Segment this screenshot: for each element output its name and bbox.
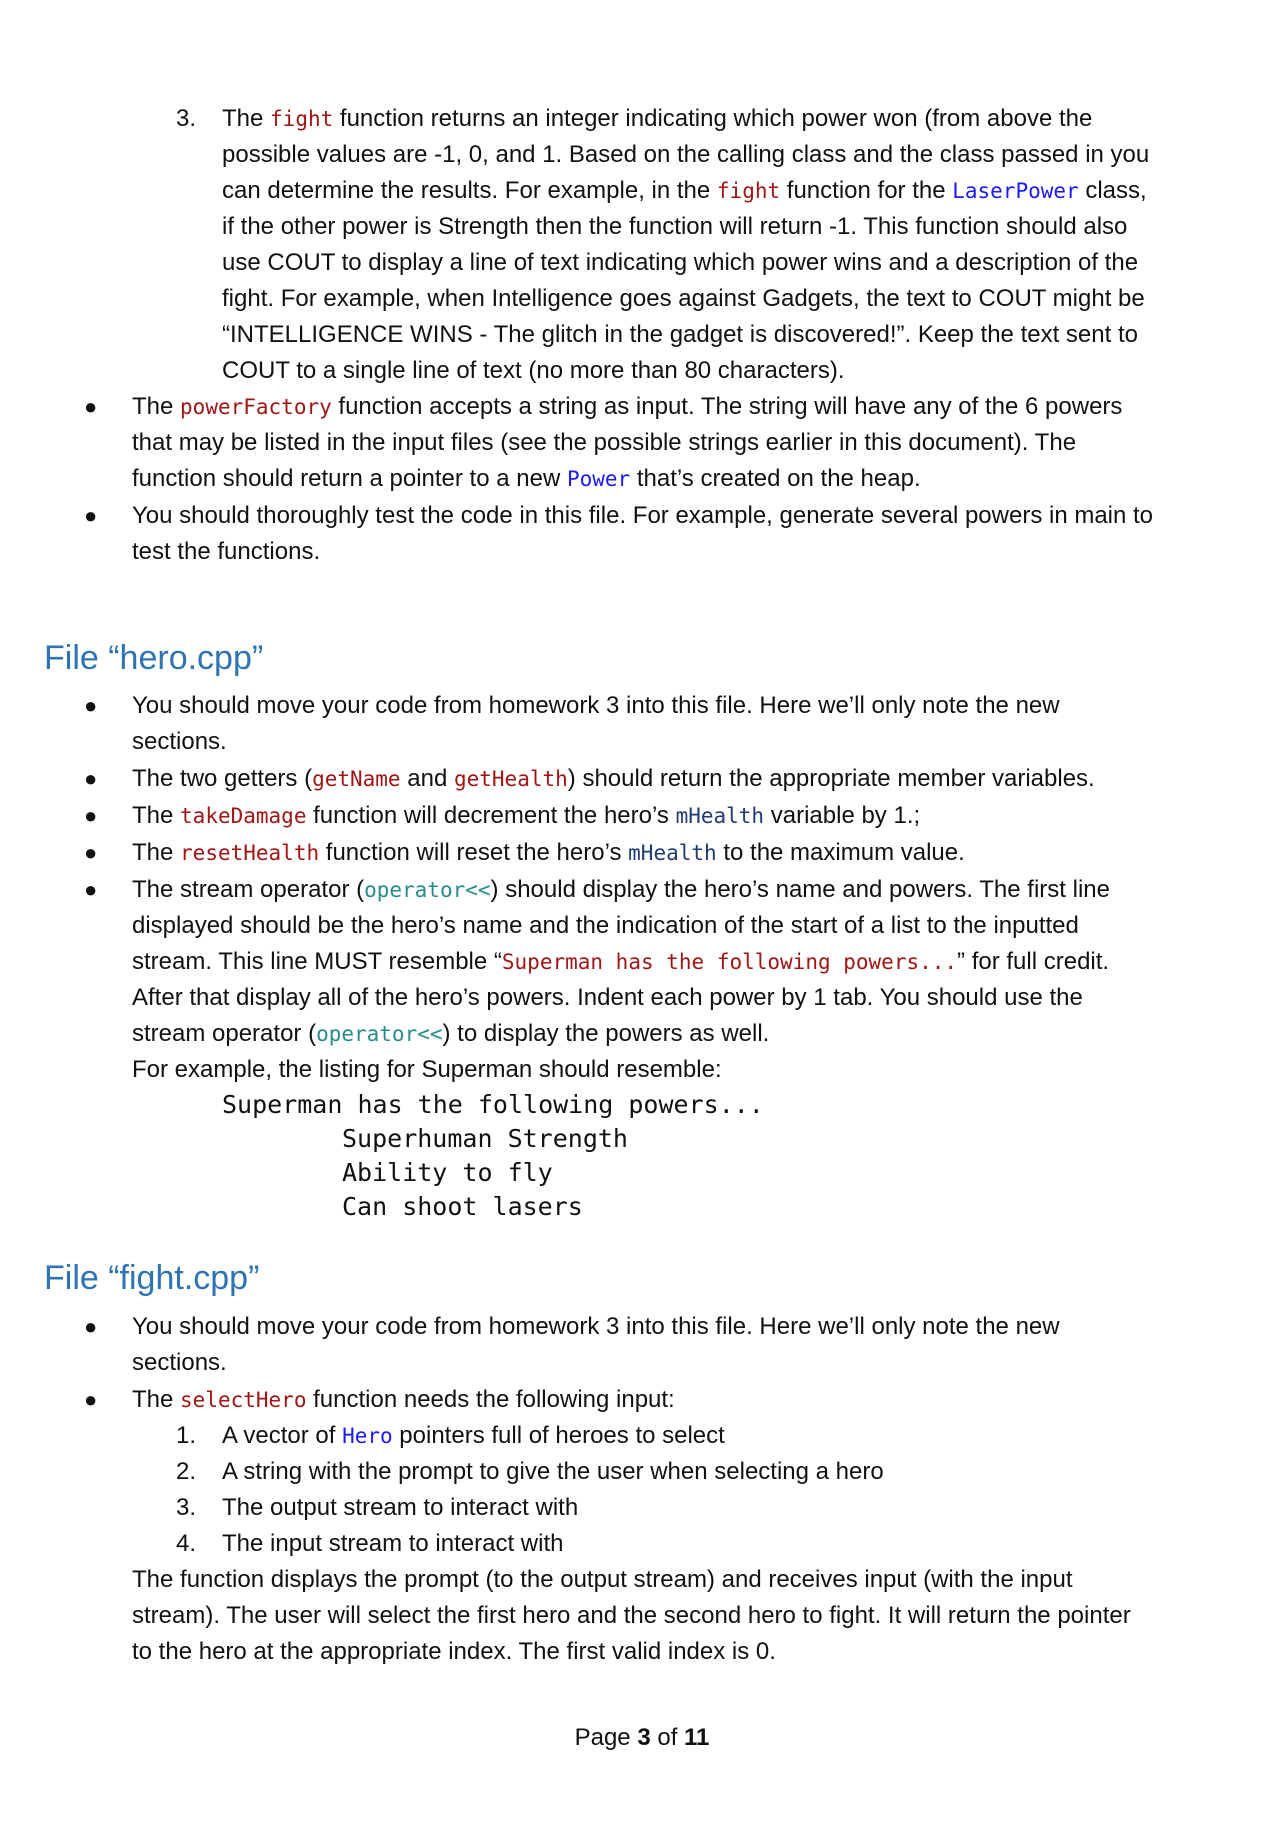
hero-move-line-2: sections. — [132, 728, 227, 755]
bullet-icon: ● — [84, 803, 98, 828]
code-hero: Hero — [342, 1424, 393, 1448]
input-number: 3. — [176, 1494, 197, 1521]
code-example-line-2: Superhuman Strength — [342, 1124, 628, 1153]
bullet-icon: ● — [84, 877, 98, 902]
bullet-icon: ● — [84, 503, 98, 528]
item-number: 3. — [176, 105, 197, 132]
fight-desc-line-1: The function displays the prompt (to the output stream) and receives input (with the input — [132, 1566, 1073, 1593]
hero-stream-line-4: After that display all of the hero’s powers. Indent each power by 1 tab. You should use the — [132, 984, 1083, 1011]
item3-line-4: if the other power is Strength then the function will return -1. This function should also — [222, 213, 1128, 240]
hero-move-line-1: You should move your code from homework 3 into this file. Here we’ll only note the new — [132, 692, 1060, 719]
input-item-1: A vector of Hero pointers full of heroes to select — [222, 1422, 725, 1449]
fight-desc-line-2: stream). The user will select the first hero and the second hero to fight. It will return the pointer — [132, 1602, 1131, 1629]
code-fight: fight — [270, 107, 334, 131]
item3-line-2: possible values are -1, 0, and 1. Based on the calling class and the class passed in you — [222, 141, 1150, 168]
hero-stream-line-5: stream operator (operator<<) to display the powers as well. — [132, 1020, 770, 1047]
item3-line-1: The fight function returns an integer indicating which power won (from above the — [222, 105, 1093, 132]
hero-stream-line-2: displayed should be the hero’s name and the indication of the start of a list to the inputted — [132, 912, 1079, 939]
heading-hero-cpp: File “hero.cpp” — [44, 639, 264, 677]
code-operator: operator<< — [316, 1022, 443, 1046]
code-selecthero: selectHero — [180, 1388, 307, 1412]
code-superman-string: Superman has the following powers... — [501, 950, 958, 974]
code-fight: fight — [716, 179, 781, 203]
code-mhealth: mHealth — [628, 841, 717, 865]
fight-desc-line-3: to the hero at the appropriate index. The first valid index is 0. — [132, 1638, 776, 1665]
input-item-3: The output stream to interact with — [222, 1494, 579, 1521]
current-page-number: 3 — [637, 1724, 651, 1751]
bullet-icon: ● — [84, 840, 98, 865]
code-example-line-3: Ability to fly — [342, 1158, 553, 1187]
bullet-icon: ● — [84, 1314, 98, 1339]
fight-selecthero-line: The selectHero function needs the following input: — [132, 1386, 675, 1413]
test-line-1: You should thoroughly test the code in this file. For example, generate several powers in main to — [132, 502, 1154, 529]
code-gethealth: getHealth — [453, 767, 568, 791]
hero-takedamage-line: The takeDamage function will decrement the hero’s mHealth variable by 1.; — [132, 802, 921, 829]
input-number: 1. — [176, 1422, 197, 1449]
bullet-icon: ● — [84, 766, 98, 791]
item3-line-8: COUT to a single line of text (no more than 80 characters). — [222, 357, 845, 384]
code-example-line-1: Superman has the following powers... — [222, 1090, 764, 1119]
input-item-2: A string with the prompt to give the user when selecting a hero — [222, 1458, 884, 1485]
powerfactory-line-2: that may be listed in the input files (see the possible strings earlier in this document). The — [132, 429, 1077, 456]
powerfactory-line-1: The powerFactory function accepts a string as input. The string will have any of the 6 powers — [132, 393, 1123, 420]
total-page-number: 11 — [684, 1724, 710, 1751]
item3-line-5: use COUT to display a line of text indicating which power wins and a description of the — [222, 249, 1139, 276]
input-number: 4. — [176, 1530, 197, 1557]
code-resethealth: resetHealth — [180, 841, 320, 865]
code-powerfactory: powerFactory — [180, 395, 332, 419]
item3-line-7: “INTELLIGENCE WINS - The glitch in the gadget is discovered!”. Keep the text sent to — [222, 321, 1138, 348]
code-operator: operator<< — [364, 878, 491, 902]
input-item-4: The input stream to interact with — [222, 1530, 564, 1557]
code-power: Power — [566, 467, 631, 491]
item3-line-6: fight. For example, when Intelligence goes against Gadgets, the text to COUT might be — [222, 285, 1145, 312]
heading-fight-cpp: File “fight.cpp” — [44, 1259, 260, 1297]
input-number: 2. — [176, 1458, 197, 1485]
code-takedamage: takeDamage — [180, 804, 307, 828]
bullet-icon: ● — [84, 394, 98, 419]
code-mhealth: mHealth — [675, 804, 765, 828]
fight-move-line-1: You should move your code from homework 3 into this file. Here we’ll only note the new — [132, 1313, 1060, 1340]
page-footer: Page 3 of 11 — [574, 1724, 710, 1751]
powerfactory-line-3: function should return a pointer to a new Power that’s created on the heap. — [132, 465, 921, 492]
code-laserpower: LaserPower — [952, 179, 1079, 203]
hero-getters-line: The two getters (getName and getHealth) should return the appropriate member variables. — [132, 765, 1095, 792]
item3-line-3: can determine the results. For example, in the fight function for the LaserPower class, — [222, 177, 1147, 204]
bullet-icon: ● — [84, 1387, 98, 1412]
hero-stream-line-3: stream. This line MUST resemble “Superman has the following powers...” for full credit. — [132, 948, 1110, 975]
fight-move-line-2: sections. — [132, 1349, 227, 1376]
test-line-2: test the functions. — [132, 538, 321, 565]
hero-resethealth-line: The resetHealth function will reset the hero’s mHealth to the maximum value. — [132, 839, 965, 866]
code-example-line-4: Can shoot lasers — [342, 1192, 583, 1221]
bullet-icon: ● — [84, 693, 98, 718]
hero-stream-line-1: The stream operator (operator<<) should display the hero’s name and powers. The first line — [132, 876, 1110, 903]
hero-stream-line-6: For example, the listing for Superman should resemble: — [132, 1056, 722, 1083]
code-getname: getName — [312, 767, 401, 791]
